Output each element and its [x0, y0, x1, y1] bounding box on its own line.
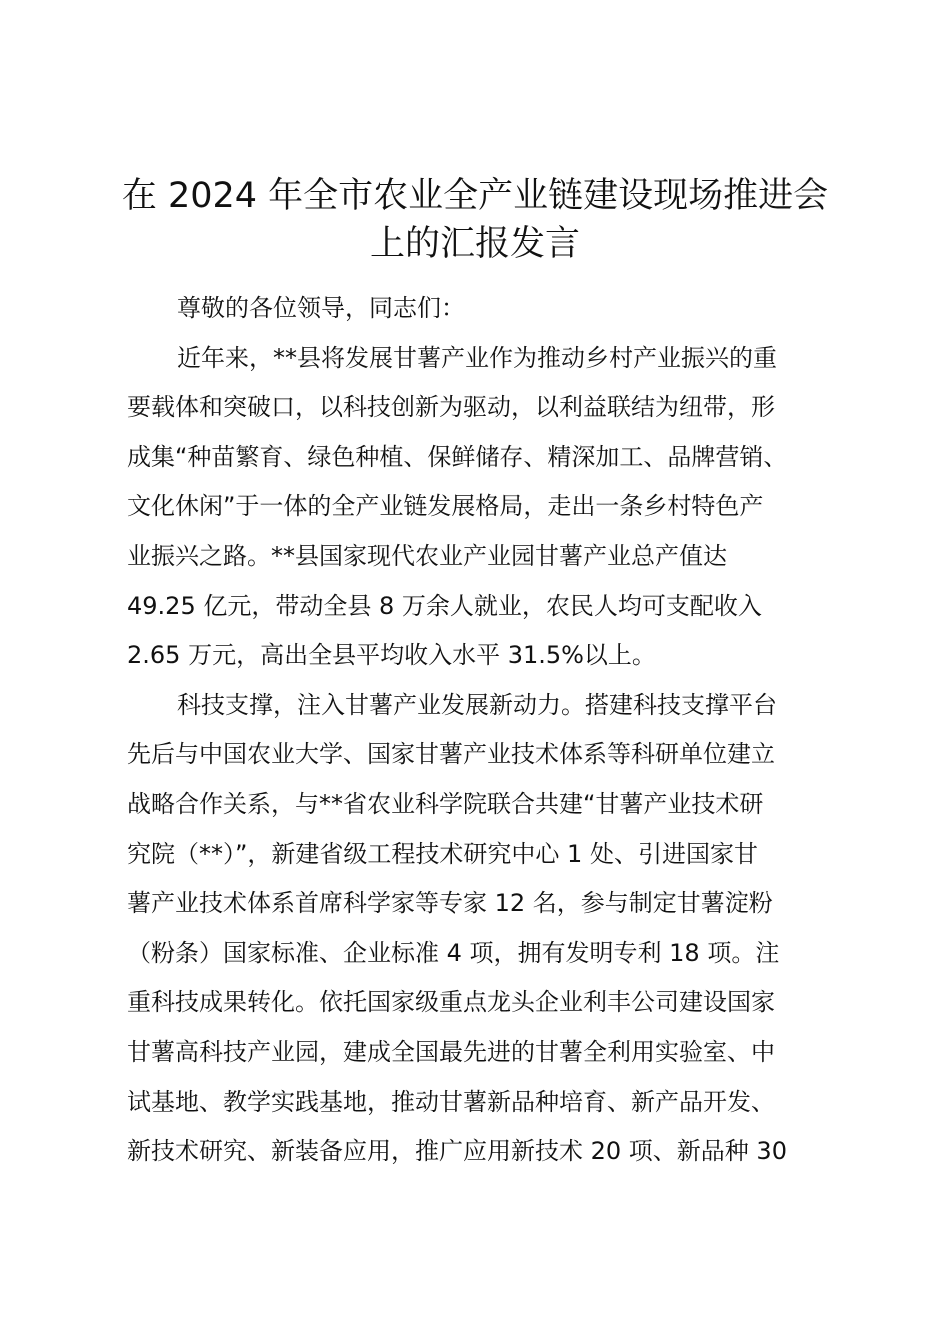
title-line-1: 在 2024 年全市农业全产业链建设现场推进会: [121, 176, 829, 216]
title-line-2: 上的汇报发言: [369, 224, 580, 264]
paragraph-line: 近年来，**县将发展甘薯产业作为推动乡村产业振兴的重: [177, 343, 777, 372]
paragraph-line: 业振兴之路。**县国家现代农业产业园甘薯产业总产值达: [127, 541, 727, 570]
paragraph-line: 薯产业技术体系首席科学家等专家 12 名，参与制定甘薯淀粉: [127, 889, 773, 918]
paragraph-line: 新技术研究、新装备应用，推广应用新技术 20 项、新品种 30: [127, 1137, 787, 1166]
paragraph-line: 究院（**）”，新建省级工程技术研究中心 1 处、引进国家甘: [127, 839, 758, 868]
paragraph-line: 文化休闲”于一体的全产业链发展格局，走出一条乡村特色产: [127, 492, 764, 521]
paragraph-line: 要载体和突破口，以科技创新为驱动，以利益联结为纽带，形: [127, 393, 775, 422]
paragraph-line: 试基地、教学实践基地，推动甘薯新品种培育、新产品开发、: [127, 1087, 775, 1116]
paragraph-line: 2.65 万元，高出全县平均收入水平 31.5%以上。: [127, 641, 656, 670]
document-body: [127, 284, 832, 1177]
paragraph-line: 成集“种苗繁育、绿色种植、保鲜储存、精深加工、品牌营销、: [127, 442, 788, 471]
paragraph-line: （粉条）国家标准、企业标准 4 项，拥有发明专利 18 项。注: [127, 938, 780, 967]
paragraph-line: 甘薯高科技产业园，建成全国最先进的甘薯全利用实验室、中: [127, 1037, 775, 1066]
paragraph-line: 科技支撑，注入甘薯产业发展新动力。搭建科技支撑平台: [177, 690, 777, 719]
paragraph-line: 战略合作关系，与**省农业科学院联合共建“甘薯产业技术研: [127, 789, 764, 818]
paragraph-line: 先后与中国农业大学、国家甘薯产业技术体系等科研单位建立: [127, 740, 775, 769]
paragraph-line: 重科技成果转化。依托国家级重点龙头企业利丰公司建设国家: [127, 988, 775, 1017]
salutation: 尊敬的各位领导，同志们：: [177, 294, 465, 322]
document-title: [110, 172, 840, 268]
paragraph-line: 49.25 亿元，带动全县 8 万余人就业，农民人均可支配收入: [127, 591, 762, 620]
